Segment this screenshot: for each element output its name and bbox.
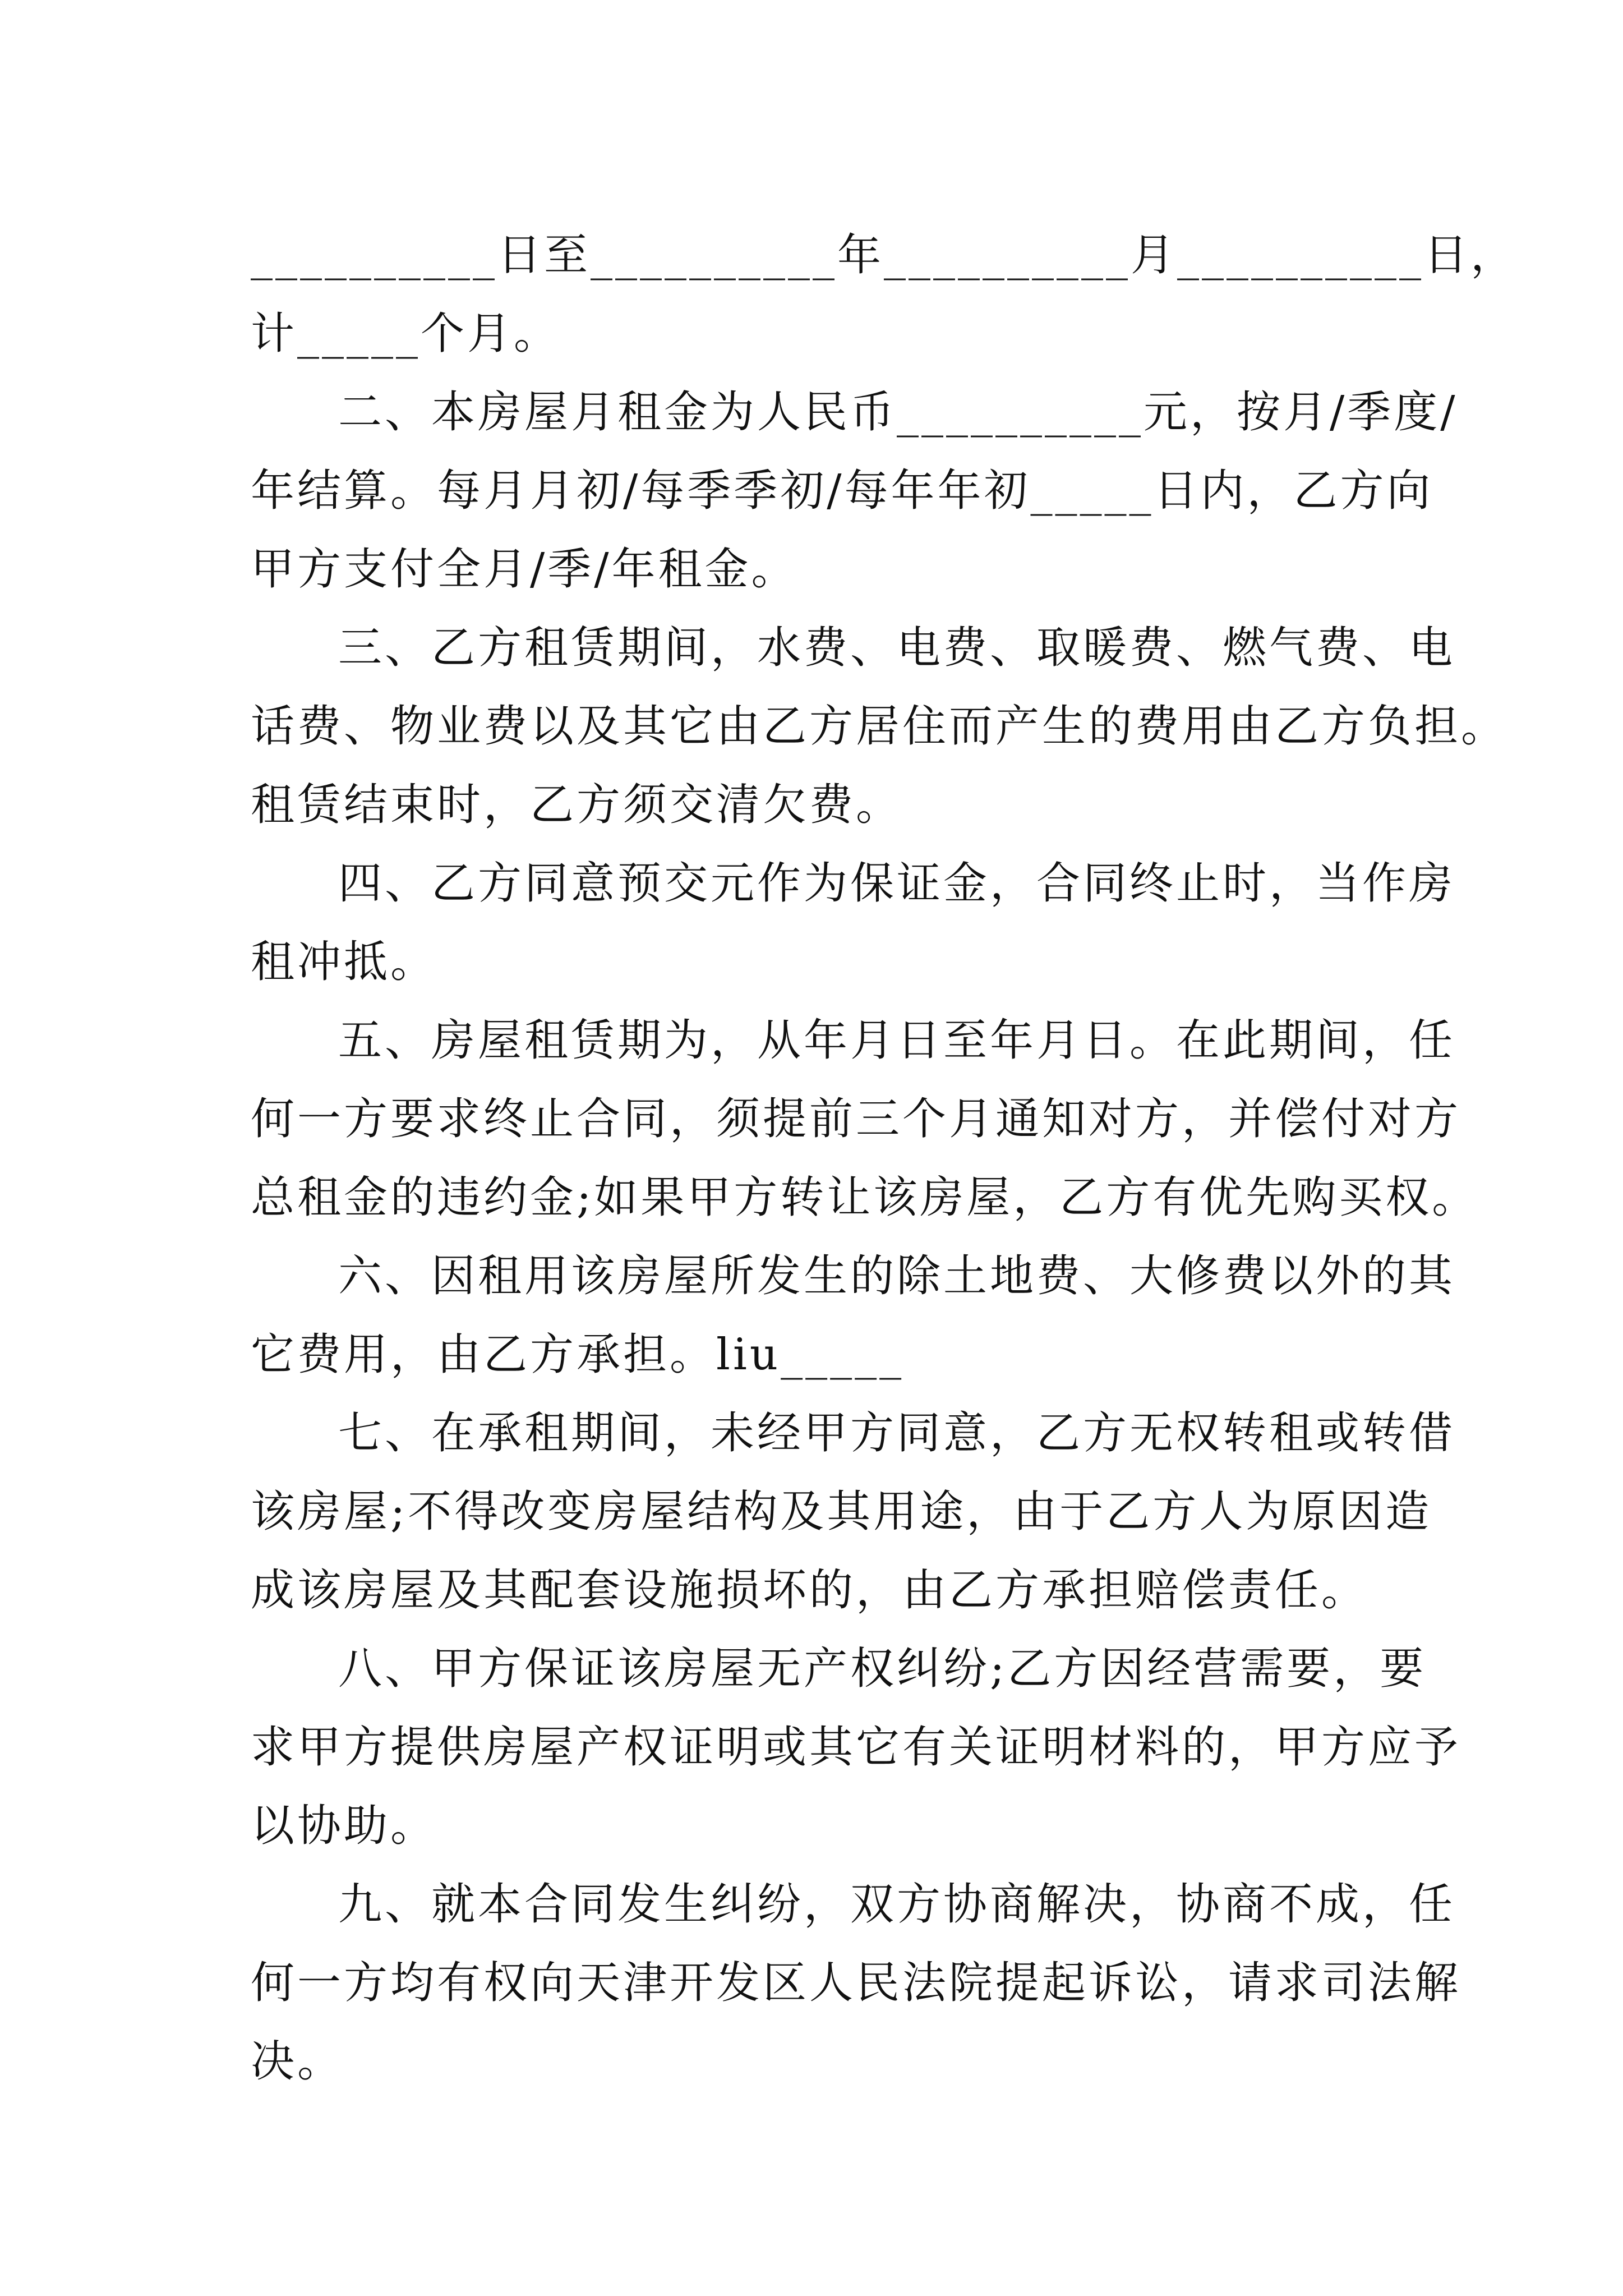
text-line: 何一方要求终止合同，须提前三个月通知对方，并偿付对方 bbox=[251, 1094, 1461, 1144]
text-line: 何一方均有权向天津开发区人民法院提起诉讼，请求司法解 bbox=[251, 1958, 1461, 2008]
paragraph-start-line: 九、就本合同发生纠纷，双方协商解决，协商不成，任 bbox=[338, 1879, 1456, 1930]
text-line: 计_____个月。 bbox=[251, 309, 561, 359]
text-line: __________日至__________年__________月__________日， bbox=[251, 230, 1518, 280]
text-line: 求甲方提供房屋产权证明或其它有关证明材料的，甲方应予 bbox=[251, 1722, 1461, 1773]
paragraph-start-line: 五、房屋租赁期为，从年月日至年月日。在此期间，任 bbox=[338, 1015, 1456, 1066]
contract-text bbox=[251, 216, 1518, 2101]
paragraph-start-line: 二、本房屋月租金为人民币__________元，按月/季度/ bbox=[338, 387, 1458, 438]
paragraph-start-line: 六、因租用该房屋所发生的除土地费、大修费以外的其 bbox=[338, 1251, 1456, 1301]
text-line: 话费、物业费以及其它由乙方居住而产生的费用由乙方负担。 bbox=[251, 701, 1508, 752]
text-line: 总租金的违约金;如果甲方转让该房屋，乙方有优先购买权。 bbox=[251, 1172, 1479, 1223]
paragraph-start-line: 七、在承租期间，未经甲方同意，乙方无权转租或转借 bbox=[338, 1408, 1456, 1458]
text-line: 以协助。 bbox=[251, 1801, 437, 1851]
text-line: 成该房屋及其配套设施损坏的，由乙方承担赔偿责任。 bbox=[251, 1565, 1368, 1616]
paragraph-start-line: 三、乙方租赁期间，水费、电费、取暖费、燃气费、电 bbox=[338, 623, 1456, 673]
paragraph-start-line: 四、乙方同意预交元作为保证金，合同终止时，当作房 bbox=[338, 858, 1456, 909]
text-line: 租冲抵。 bbox=[251, 937, 437, 987]
text-line: 甲方支付全月/季/年租金。 bbox=[251, 544, 798, 595]
text-line: 决。 bbox=[251, 2036, 344, 2087]
text-line: 租赁结束时，乙方须交清欠费。 bbox=[251, 780, 903, 830]
text-line: 它费用，由乙方承担。liu_____ bbox=[251, 1329, 905, 1380]
text-line: 年结算。每月月初/每季季初/每年年初_____日内，乙方向 bbox=[251, 466, 1433, 516]
text-line: 该房屋;不得改变房屋结构及其用途，由于乙方人为原因造 bbox=[251, 1487, 1432, 1537]
paragraph-start-line: 八、甲方保证该房屋无产权纠纷;乙方因经营需要，要 bbox=[338, 1644, 1427, 1694]
